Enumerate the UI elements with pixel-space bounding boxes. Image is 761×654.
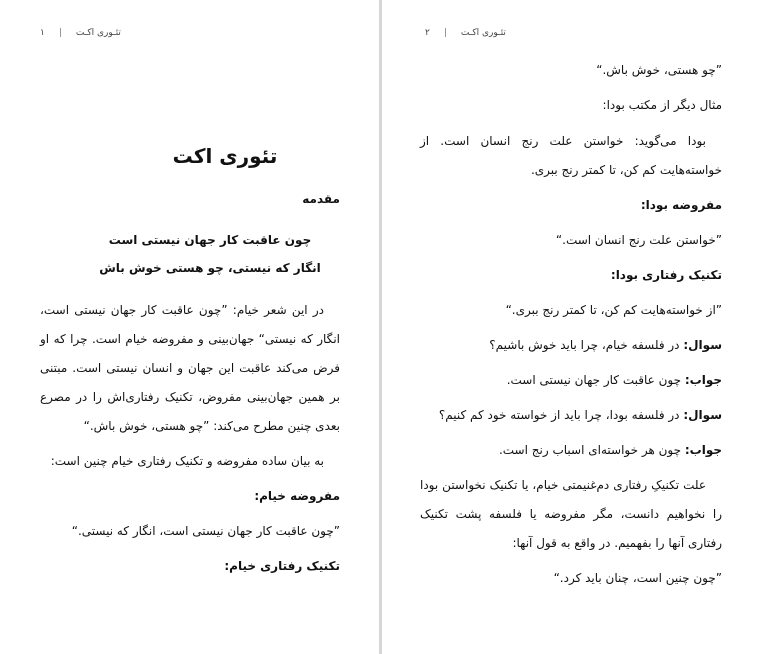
page-1 xyxy=(0,0,379,654)
section-label: تکنیک رفتاری بودا: xyxy=(610,268,722,282)
section-heading: مقدمه xyxy=(302,192,340,206)
quote-line: ”چو هستی، خوش باش.“ xyxy=(596,63,722,77)
quote-line: ”چون چنین است، چنان باید کرد.“ xyxy=(553,571,722,585)
header-title: تئـوری اکـت xyxy=(75,28,121,38)
answer-label: جواب: xyxy=(684,443,722,457)
poem-line: انگار که نیستی، چو هستی خوش باش xyxy=(99,261,321,275)
question-label: سوال: xyxy=(683,408,722,422)
quote-line: ”چون عاقبت کار جهان نیستی است، انگار که نیستی.“ xyxy=(71,524,340,538)
paragraph: به بیان ساده مفروضه و تکنیک رفتاری خیام چنین است: xyxy=(50,454,324,468)
header-separator: | xyxy=(58,28,62,38)
page-number: ٢ xyxy=(425,28,430,38)
question-text: در فلسفه بودا، چرا باید از خواسته خود کم کنیم؟ xyxy=(438,408,684,422)
page-header xyxy=(40,28,121,38)
page-2 xyxy=(382,0,761,654)
answer-line xyxy=(420,436,722,465)
answer-label: جواب: xyxy=(684,373,722,387)
question-text: در فلسفه خیام، چرا باید خوش باشیم؟ xyxy=(489,338,684,352)
paragraph: علت تکنیکِ رفتاری دم‌غنیمتی خیام، یا تکنیک نخواستن بودا را نخواهیم دانست، مگر مفروضه یا فلسفه پشت تکنیک رفتاری آنها را بفهمیم. در واقع به قول آنها: xyxy=(420,478,722,550)
page-content xyxy=(40,137,340,581)
page-number: ١ xyxy=(40,28,45,38)
section-label: مفروضه بودا: xyxy=(640,198,722,212)
question-line xyxy=(420,331,722,360)
section-label: مفروضه خیام: xyxy=(254,489,340,503)
quote-line: ”از خواسته‌هایت کم کن، تا کمتر رنج ببری.“ xyxy=(505,303,722,317)
answer-text: چون هر خواسته‌ای اسباب رنج است. xyxy=(498,443,685,457)
section-label: تکنیک رفتاری خیام: xyxy=(224,559,340,573)
answer-line xyxy=(420,366,722,395)
answer-text: چون عاقبت کار جهان نیستی است. xyxy=(506,373,685,387)
paragraph: بودا می‌گوید: خواستن علت رنج انسان است. از خواسته‌هایت کم کن، تا کمتر رنج ببری. xyxy=(420,134,722,177)
paragraph: مثال دیگر از مکتب بودا: xyxy=(602,98,722,112)
question-label: سوال: xyxy=(683,338,722,352)
chapter-title: تئوری اکت xyxy=(172,144,278,168)
quote-line: ”خواستن علت رنج انسان است.“ xyxy=(555,233,722,247)
paragraph: در این شعر خیام: ”چون عاقبت کار جهان نیستی است، انگار که نیستی“ جهان‌بینی و مفروضه خیام است. چرا که او فرض می‌کند عاقبت این جهان و انسان نیستی است. مبتنی بر همین جهان‌بینی مفروض، تکنیک رفتاری‌اش را در مصرع بعدی چنین مطرح می‌کند: ”چو هستی، خوش باش.“ xyxy=(40,303,340,433)
header-title: تئـوری اکـت xyxy=(460,28,506,38)
page-header xyxy=(425,28,506,38)
question-line xyxy=(420,401,722,430)
page-content xyxy=(420,56,722,593)
poem-line: چون عاقبت کار جهان نیستی است xyxy=(108,233,312,247)
header-separator: | xyxy=(443,28,447,38)
